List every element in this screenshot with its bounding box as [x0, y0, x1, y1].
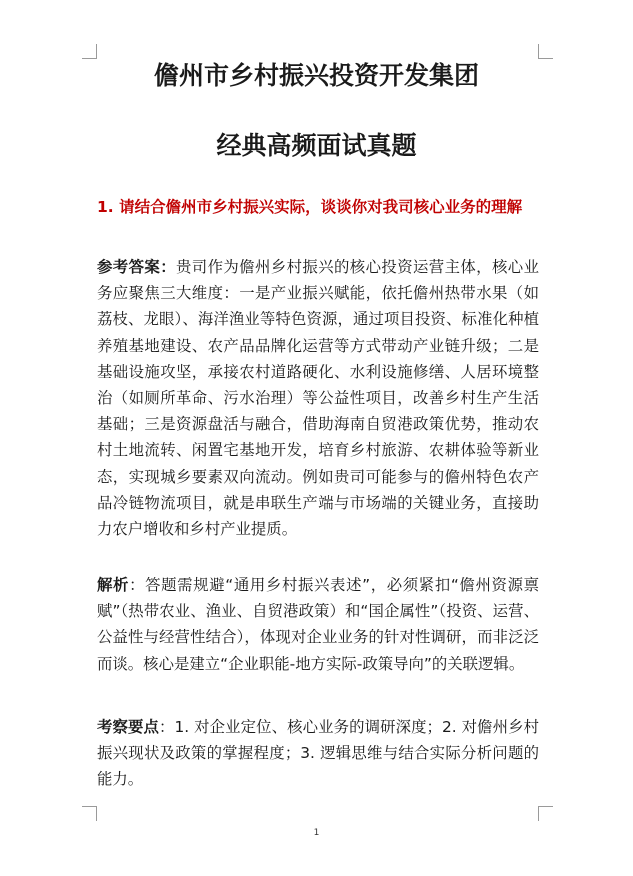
- answer-label: 参考答案：: [97, 258, 176, 276]
- key-points-label: 考察要点: [97, 718, 159, 736]
- crop-mark-bottom-right: [538, 806, 553, 821]
- crop-mark-top-right: [538, 44, 553, 59]
- answer-text: 贵司作为儋州乡村振兴的核心投资运营主体，核心业务应聚焦三大维度：一是产业振兴赋能，依托儋州热带水果（如荔枝、龙眼）、海洋渔业等特色资源，通过项目投资、标准化种植养殖基地建设、农产品品牌化运营等方式带动产业链升级；二是基础设施攻坚，承接农村道路硬化、水利设施修缮、人居环境整治（如厕所革命、污水治理）等公益性项目，改善乡村生产生活基础；三是资源盘活与融合，借助海南自贸港政策优势，推动农村土地流转、闲置宅基地开发，培育乡村旅游、农耕体验等新业态，实现城乡要素双向流动。例如贵司可能参与的儋州特色农产品冷链物流项目，就是串联生产端与市场端的关键业务，直接助力农户增收和乡村产业提质。: [97, 258, 539, 539]
- analysis-text: ：答题需规避“通用乡村振兴表述”，必须紧扣“儋州资源禀赋”（热带农业、渔业、自贸港政策）和“国企属性”（投资、运营、公益性与经营性结合），体现对企业业务的针对性调研，而非泛泛而谈。核心是建立“企业职能-地方实际-政策导向”的关联逻辑。: [97, 576, 539, 673]
- analysis-paragraph: [97, 572, 539, 677]
- answer-paragraph: [97, 254, 539, 542]
- crop-mark-top-left: [82, 44, 97, 59]
- crop-mark-bottom-left: [82, 806, 97, 821]
- question-heading: 1. 请结合儋州市乡村振兴实际，谈谈你对我司核心业务的理解: [97, 198, 523, 216]
- key-points-text: ：1. 对企业定位、核心业务的调研深度；2. 对儋州乡村振兴现状及政策的掌握程度；3. 逻辑思维与结合实际分析问题的能力。: [97, 718, 539, 789]
- document-subtitle: 经典高频面试真题: [216, 131, 417, 160]
- analysis-label: 解析: [97, 576, 130, 594]
- key-points-paragraph: [97, 714, 539, 793]
- document-title: 儋州市乡村振兴投资开发集团: [153, 61, 479, 90]
- page-number: 1: [313, 828, 320, 838]
